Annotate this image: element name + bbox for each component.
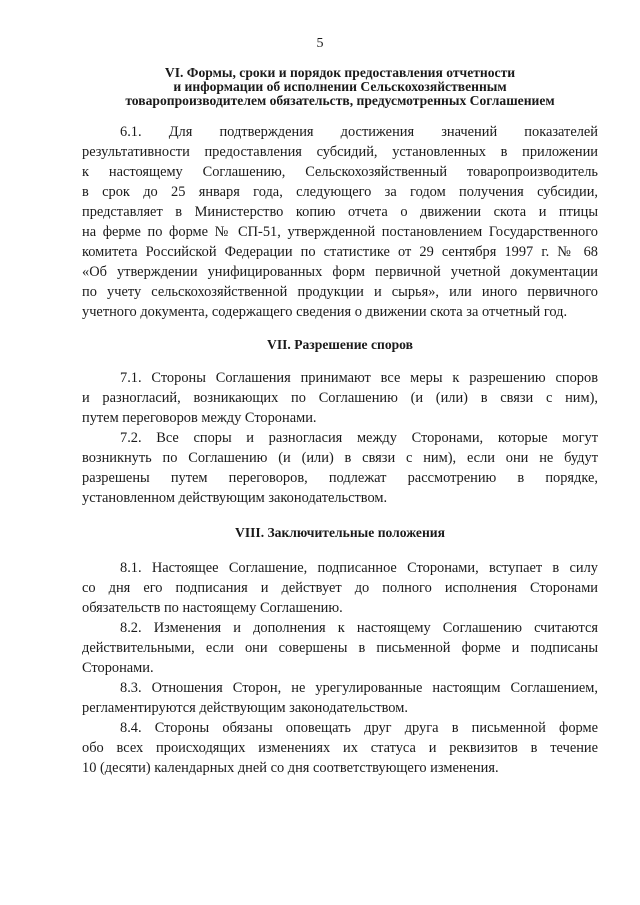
text-line: разрешены путем переговоров, подлежат рассмотрению в порядке, [82,470,598,486]
section-heading-8 [82,526,598,540]
text-line: регламентируются действующим законодательством. [82,700,408,716]
text-line: 8.4. Стороны обязаны оповещать друг друга в письменной форме [120,720,598,736]
text-line: представляет в Министерство копию отчета о движении скота и птицы [82,204,598,220]
section-heading-7 [82,338,598,352]
paragraph-6-1 [82,122,598,322]
text-line: на ферме по форме № СП-51, утвержденной постановлением Государственного [82,224,598,240]
text-line: комитета Российской Федерации по статистике от 29 сентября 1997 г. № 68 [82,244,598,260]
heading-line: VI. Формы, сроки и порядок предоставления отчетности [164,65,516,80]
text-line: 8.2. Изменения и дополнения к настоящему Соглашению считаются [120,620,598,636]
text-line: «Об утверждении унифицированных форм первичной учетной документации [82,264,598,280]
paragraph-8-2 [82,618,598,678]
text-line: действительными, если они совершены в письменной форме и подписаны [82,640,598,656]
text-line: 6.1. Для подтверждения достижения значений показателей [120,124,598,140]
text-line: в срок до 25 января года, следующего за годом получения субсидии, [82,184,598,200]
page-number: 5 [316,36,324,51]
text-line: к настоящему Соглашению, Сельскохозяйственный товаропроизводитель [82,164,598,180]
text-line: по учету сельскохозяйственной продукции и сырья», или иного первичного [82,284,598,300]
section-heading-6 [82,66,598,108]
text-line: 7.2. Все споры и разногласия между Сторонами, которые могут [120,430,598,446]
text-line: учетного документа, содержащего сведения о движении скота за отчетный год. [82,304,568,320]
text-line: обо всех происходящих изменениях их статуса и реквизитов в течение [82,740,598,756]
text-line: обязательств по настоящему Соглашению. [82,600,343,616]
paragraph-7-2 [82,428,598,508]
heading-line: VII. Разрешение споров [267,337,413,352]
document-body [82,66,598,778]
text-line: результативности предоставления субсидий, установленных в приложении [82,144,598,160]
paragraph-8-1 [82,558,598,618]
text-line: и разногласий, возникающих по Соглашению (и (или) в связи с ним), [82,390,598,406]
heading-line: VIII. Заключительные положения [235,525,445,540]
paragraph-7-1 [82,368,598,428]
text-line: 8.1. Настоящее Соглашение, подписанное Сторонами, вступает в силу [120,560,598,576]
text-line: 10 (десяти) календарных дней со дня соответствующего изменения. [82,760,499,776]
text-line: Сторонами. [82,660,154,676]
text-line: путем переговоров между Сторонами. [82,410,317,426]
paragraph-8-3 [82,678,598,718]
text-line: 8.3. Отношения Сторон, не урегулированные настоящим Соглашением, [120,680,598,696]
heading-line: и информации об исполнении Сельскохозяйственным [173,79,507,94]
paragraph-8-4 [82,718,598,778]
heading-line: товаропроизводителем обязательств, предусмотренных Соглашением [125,93,555,108]
text-line: 7.1. Стороны Соглашения принимают все меры к разрешению споров [120,370,598,386]
text-line: установленном действующим законодательством. [82,490,388,506]
text-line: со дня его подписания и действует до полного исполнения Сторонами [82,580,598,596]
text-line: возникнуть по Соглашению (и (или) в связи с ним), если они не будут [82,450,598,466]
